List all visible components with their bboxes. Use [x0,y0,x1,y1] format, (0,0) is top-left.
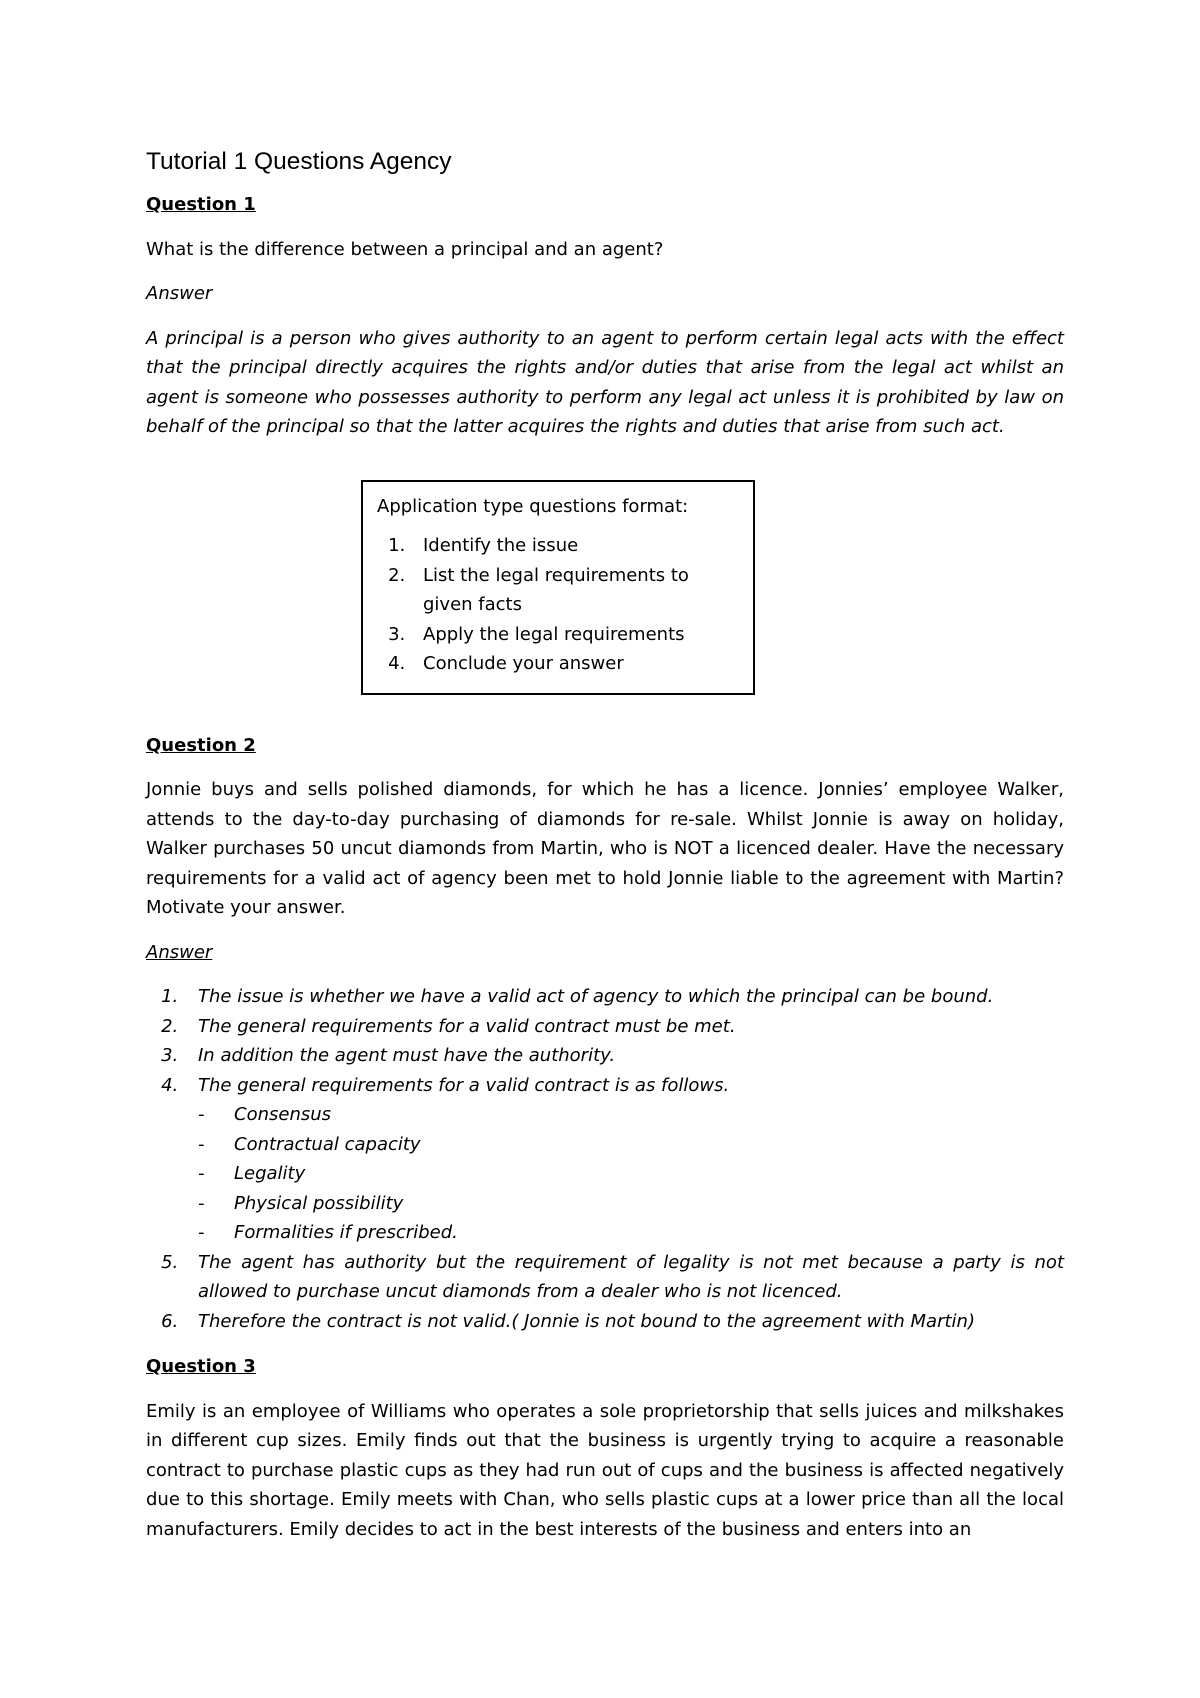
format-steps-list [377,531,739,679]
answer-item: 3. In addition the agent must have the authority. [184,1041,1064,1071]
requirement-item: - Consensus [198,1100,1064,1130]
question-1-answer: A principal is a person who gives authority to an agent to perform certain legal acts with the effect that the principal directly acquires the rights and/or duties that arise from the legal act whilst an agent is someone who possesses authority to perform any legal act unless it is prohibited by law on behalf of the principal so that the latter acquires the rights and duties that arise from such act. [146,327,1064,437]
question-2-answer-label: Answer [146,941,213,963]
question-2-answer-list [146,982,1064,1336]
answer-item: 6. Therefore the contract is not valid.( Jonnie is not bound to the agreement with Martin) [184,1307,1064,1337]
question-2-heading: Question 2 [146,734,256,756]
answer-item [184,1071,1064,1248]
application-format-box [361,480,755,695]
answer-item: 1. The issue is whether we have a valid act of agency to which the principal can be bound. [184,982,1064,1012]
question-3-heading: Question 3 [146,1356,256,1377]
document-page [146,140,1064,1559]
question-2-text: Jonnie buys and sells polished diamonds, for which he has a licence. Jonnies’ employee Walker, attends to the day-to-day purchasing of diamonds for re-sale. Whilst Jonnie is away on holiday, Walker purchases 50 uncut diamonds from Martin, who is NOT a licenced dealer. Have the necessary requirements for a valid act of agency been met to hold Jonnie liable to the agreement with Martin? Motivate your answer. [146,779,1064,918]
requirement-item: - Formalities if prescribed. [198,1218,1064,1248]
question-1-heading: Question 1 [146,194,256,215]
question-3-text: Emily is an employee of Williams who operates a sole proprietorship that sells juices and milkshakes in different cup sizes. Emily finds out that the business is urgently trying to acquire a reasonable contract to purchase plastic cups as they had run out of cups and the business is affected negatively due to this shortage. Emily meets with Chan, who sells plastic cups at a lower price than all the local manufacturers. Emily decides to act in the best interests of the business and enters into an [146,1400,1064,1540]
answer-item-text: The general requirements for a valid contract is as follows. [198,1074,730,1096]
requirements-list [198,1100,1064,1248]
requirement-item: - Physical possibility [198,1189,1064,1219]
format-step: 2. List the legal requirements to given facts [411,561,739,620]
format-step: 3. Apply the legal requirements [411,620,739,650]
requirement-item: - Legality [198,1159,1064,1189]
answer-item: 5. The agent has authority but the requirement of legality is not met because a party is not allowed to purchase uncut diamonds from a dealer who is not licenced. [184,1248,1064,1307]
format-step: 4. Conclude your answer [411,649,739,679]
answer-item: 2. The general requirements for a valid contract must be met. [184,1012,1064,1042]
format-step: 1. Identify the issue [411,531,739,561]
requirement-item: - Contractual capacity [198,1130,1064,1160]
format-box-title: Application type questions format: [377,495,689,517]
page-title: Tutorial 1 Questions Agency [146,148,452,175]
question-1-text: What is the difference between a principal and an agent? [146,238,664,260]
question-1-answer-label: Answer [146,283,213,304]
